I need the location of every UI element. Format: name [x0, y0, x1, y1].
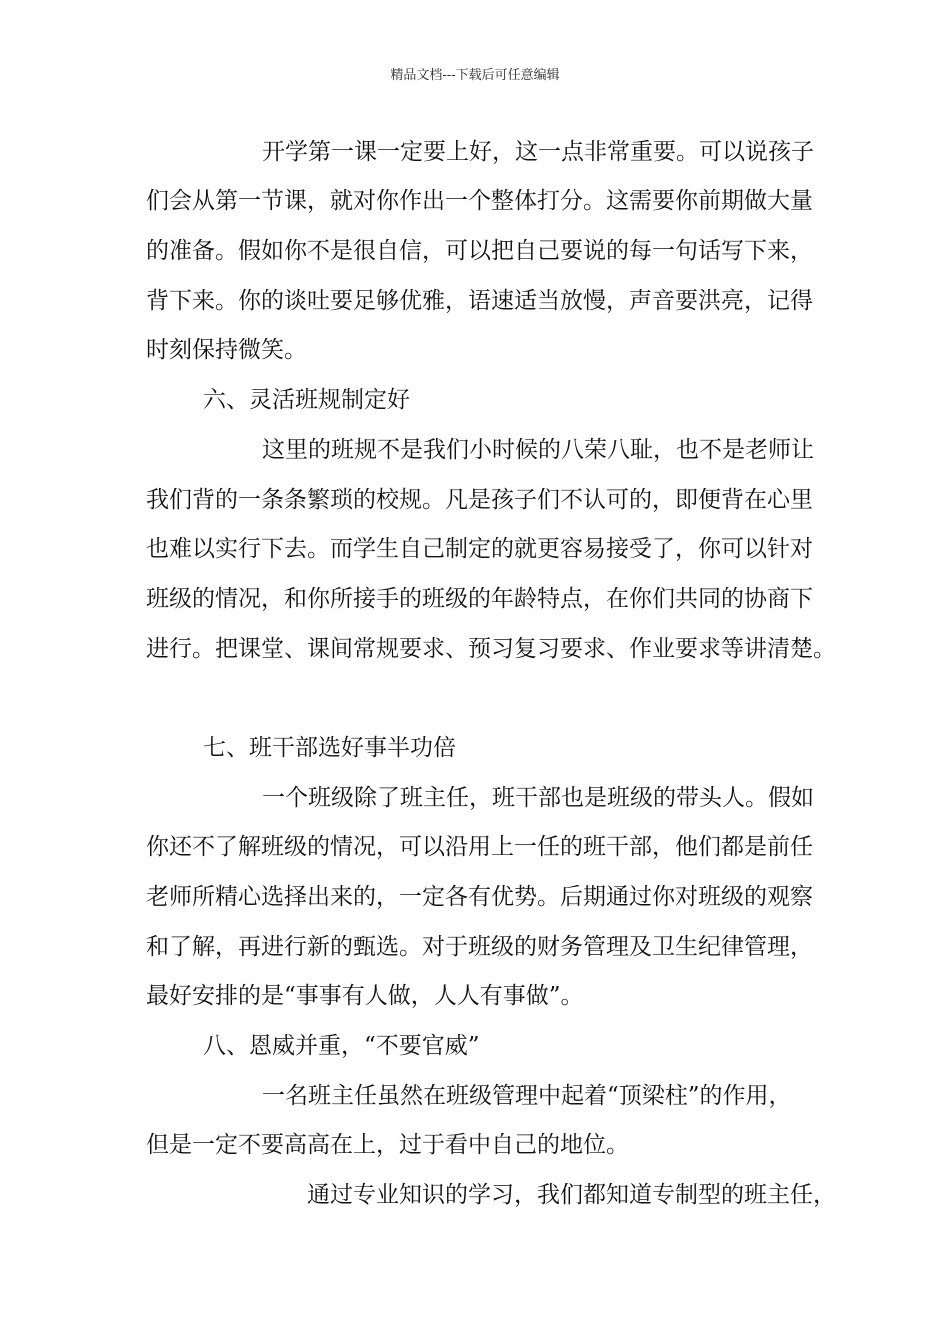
- section-heading: 七、班干部选好事半功倍: [203, 735, 456, 761]
- paragraph-line: 开学第一课一定要上好，这一点非常重要。可以说孩子: [262, 139, 814, 165]
- paragraph-line: 班级的情况，和你所接手的班级的年龄特点，在你们共同的协商下: [146, 586, 813, 612]
- paragraph-line: 你还不了解班级的情况，可以沿用上一任的班干部，他们都是前任: [146, 834, 813, 860]
- paragraph-line: 一个班级除了班主任，班干部也是班级的带头人。假如: [262, 785, 814, 811]
- paragraph-line: 但是一定不要高高在上，过于看中自己的地位。: [146, 1132, 629, 1158]
- paragraph-line: 和了解，再进行新的甄选。对于班级的财务管理及卫生纪律管理，: [146, 934, 813, 960]
- paragraph-line: 最好安排的是“事事有人做，人人有事做”。: [146, 983, 584, 1009]
- section-heading: 八、恩威并重，“不要官威”: [203, 1033, 480, 1059]
- page-header: 精品文档---下载后可任意编辑: [390, 68, 560, 83]
- paragraph-line: 老师所精心选择出来的，一定各有优势。后期通过你对班级的观察: [146, 884, 813, 910]
- paragraph-line: 进行。把课堂、课间常规要求、预习复习要求、作业要求等讲清楚。: [146, 636, 836, 662]
- paragraph-line: 也难以实行下去。而学生自己制定的就更容易接受了，你可以针对: [146, 536, 813, 562]
- paragraph-line: 通过专业知识的学习，我们都知道专制型的班主任，: [307, 1182, 836, 1208]
- paragraph-line: 时刻保持微笑。: [146, 337, 307, 363]
- paragraph-line: 的准备。假如你不是很自信，可以把自己要说的每一句话写下来，: [146, 238, 813, 264]
- paragraph-line: 们会从第一节课，就对你作出一个整体打分。这需要你前期做大量: [146, 188, 813, 214]
- paragraph-line: 我们背的一条条繁琐的校规。凡是孩子们不认可的，即便背在心里: [146, 487, 813, 513]
- section-heading: 六、灵活班规制定好: [203, 387, 410, 413]
- paragraph-line: 背下来。你的谈吐要足够优雅，语速适当放慢，声音要洪亮，记得: [146, 288, 813, 314]
- paragraph-line: 这里的班规不是我们小时候的八荣八耻，也不是老师让: [262, 437, 814, 463]
- paragraph-line: 一名班主任虽然在班级管理中起着“顶梁柱”的作用，: [262, 1083, 792, 1109]
